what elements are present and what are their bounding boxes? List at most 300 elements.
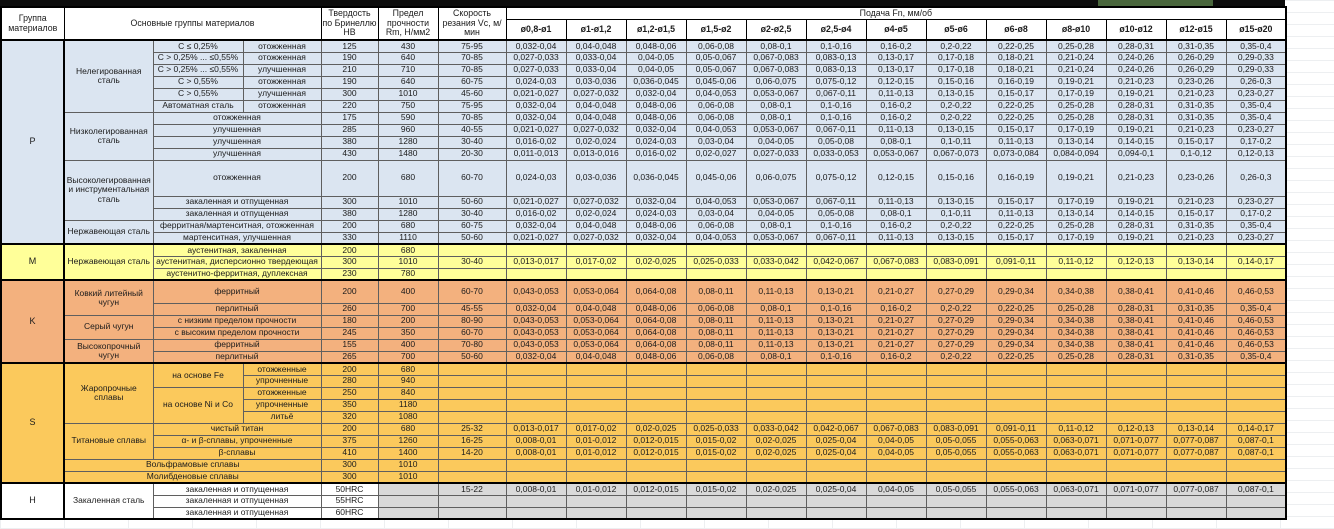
feed-cell[interactable]: 0,008-0,01 [506, 483, 566, 495]
speed-cell[interactable]: 60-70 [438, 280, 506, 303]
feed-cell[interactable]: 0,28-0,31 [1106, 303, 1166, 315]
feed-cell[interactable]: 0,021-0,027 [506, 124, 566, 136]
feed-cell[interactable] [746, 387, 806, 399]
feed-cell[interactable] [1226, 399, 1286, 411]
material-label-cell[interactable]: отожженная [243, 100, 321, 112]
hardness-cell[interactable]: 210 [321, 64, 378, 76]
speed-cell[interactable]: 30-40 [438, 208, 506, 220]
hardness-cell[interactable]: 350 [321, 399, 378, 411]
feed-cell[interactable]: 0,11-0,13 [866, 196, 926, 208]
feed-cell[interactable]: 0,11-0,13 [746, 280, 806, 303]
speed-cell[interactable]: 40-55 [438, 124, 506, 136]
feed-cell[interactable]: 0,04-0,05 [626, 52, 686, 64]
feed-cell[interactable]: 0,094-0,1 [1106, 148, 1166, 160]
feed-cell[interactable]: 0,22-0,25 [986, 40, 1046, 52]
speed-cell[interactable]: 60-70 [438, 160, 506, 196]
feed-cell[interactable]: 0,11-0,13 [746, 339, 806, 351]
feed-cell[interactable] [866, 363, 926, 375]
material-label-cell[interactable]: Высокопрочный чугун [64, 339, 153, 363]
material-label-cell[interactable]: Высоколегированная и инструментальная сталь [64, 160, 153, 220]
hardness-cell[interactable]: 50HRC [321, 483, 378, 495]
feed-cell[interactable] [986, 459, 1046, 471]
feed-cell[interactable] [926, 387, 986, 399]
feed-cell[interactable] [506, 507, 566, 519]
feed-cell[interactable]: 0,12-0,13 [1106, 423, 1166, 435]
feed-cell[interactable]: 0,071-0,077 [1106, 435, 1166, 447]
feed-cell[interactable] [926, 459, 986, 471]
feed-cell[interactable] [806, 471, 866, 483]
feed-cell[interactable]: 0,04-0,048 [566, 303, 626, 315]
hardness-cell[interactable]: 60HRC [321, 507, 378, 519]
feed-cell[interactable]: 0,18-0,21 [986, 64, 1046, 76]
feed-cell[interactable]: 0,16-0,2 [866, 303, 926, 315]
feed-cell[interactable] [1106, 399, 1166, 411]
feed-cell[interactable] [926, 375, 986, 387]
feed-cell[interactable]: 0,28-0,31 [1106, 220, 1166, 232]
feed-cell[interactable] [1106, 387, 1166, 399]
speed-cell[interactable]: 70-85 [438, 112, 506, 124]
feed-cell[interactable] [566, 495, 626, 507]
feed-cell[interactable]: 0,21-0,27 [866, 327, 926, 339]
feed-cell[interactable] [1046, 375, 1106, 387]
feed-cell[interactable]: 0,46-0,53 [1226, 327, 1286, 339]
feed-cell[interactable]: 0,016-0,02 [626, 148, 686, 160]
strength-cell[interactable]: 1280 [378, 208, 438, 220]
feed-cell[interactable]: 0,13-0,14 [1166, 256, 1226, 268]
feed-cell[interactable]: 0,21-0,23 [1106, 76, 1166, 88]
material-label-cell[interactable]: чистый титан [153, 423, 321, 435]
feed-cell[interactable]: 0,41-0,46 [1166, 327, 1226, 339]
feed-cell[interactable]: 0,27-0,29 [926, 280, 986, 303]
strength-cell[interactable]: 1010 [378, 196, 438, 208]
hardness-cell[interactable]: 55HRC [321, 495, 378, 507]
feed-cell[interactable]: 0,05-0,055 [926, 447, 986, 459]
feed-cell[interactable]: 0,033-0,042 [746, 256, 806, 268]
speed-cell[interactable]: 80-90 [438, 315, 506, 327]
hardness-cell[interactable]: 200 [321, 160, 378, 196]
feed-cell[interactable]: 0,35-0,4 [1226, 220, 1286, 232]
feed-cell[interactable] [746, 459, 806, 471]
feed-cell[interactable] [806, 495, 866, 507]
feed-cell[interactable] [686, 471, 746, 483]
feed-cell[interactable] [626, 387, 686, 399]
feed-cell[interactable]: 0,04-0,053 [686, 196, 746, 208]
feed-cell[interactable] [926, 363, 986, 375]
hardness-cell[interactable]: 320 [321, 411, 378, 423]
material-label-cell[interactable]: закаленная и отпущенная [153, 507, 321, 519]
speed-cell[interactable]: 16-25 [438, 435, 506, 447]
feed-cell[interactable]: 0,03-0,036 [566, 160, 626, 196]
feed-cell[interactable] [1046, 495, 1106, 507]
feed-cell[interactable]: 0,016-0,02 [506, 208, 566, 220]
speed-cell[interactable]: 60-70 [438, 327, 506, 339]
feed-cell[interactable]: 0,032-0,04 [506, 220, 566, 232]
hardness-cell[interactable]: 280 [321, 375, 378, 387]
feed-cell[interactable]: 0,13-0,21 [806, 315, 866, 327]
feed-cell[interactable]: 0,08-0,11 [686, 280, 746, 303]
speed-cell[interactable] [438, 471, 506, 483]
feed-cell[interactable]: 0,024-0,03 [506, 76, 566, 88]
strength-cell[interactable]: 680 [378, 244, 438, 256]
feed-col-header[interactable]: ø4-ø5 [866, 19, 926, 40]
feed-cell[interactable]: 0,08-0,1 [866, 208, 926, 220]
feed-cell[interactable] [1046, 459, 1106, 471]
feed-cell[interactable]: 0,11-0,13 [986, 208, 1046, 220]
material-label-cell[interactable]: литьё [243, 411, 321, 423]
header-speed[interactable]: Скорость резания Vc, м/мин [438, 7, 506, 40]
feed-cell[interactable]: 0,24-0,26 [1106, 64, 1166, 76]
material-label-cell[interactable]: закаленная и отпущенная [153, 495, 321, 507]
header-hardness[interactable]: Твердость по Бринеллю HB [321, 7, 378, 40]
material-label-cell[interactable]: Автоматная сталь [153, 100, 243, 112]
material-label-cell[interactable]: улучшенная [243, 64, 321, 76]
feed-cell[interactable]: 0,21-0,23 [1106, 160, 1166, 196]
feed-cell[interactable]: 0,033-0,042 [746, 423, 806, 435]
feed-cell[interactable]: 0,17-0,18 [926, 52, 986, 64]
feed-cell[interactable]: 0,12-0,15 [866, 76, 926, 88]
feed-cell[interactable]: 0,02-0,024 [566, 136, 626, 148]
feed-cell[interactable]: 0,025-0,033 [686, 423, 746, 435]
material-label-cell[interactable]: улучшенная [153, 124, 321, 136]
feed-cell[interactable]: 0,012-0,015 [626, 435, 686, 447]
feed-cell[interactable]: 0,34-0,38 [1046, 327, 1106, 339]
feed-cell[interactable] [806, 363, 866, 375]
hardness-cell[interactable]: 265 [321, 351, 378, 363]
feed-cell[interactable]: 0,033-0,04 [566, 64, 626, 76]
feed-cell[interactable]: 0,17-0,19 [1046, 88, 1106, 100]
feed-cell[interactable]: 0,021-0,027 [506, 232, 566, 244]
feed-cell[interactable]: 0,033-0,053 [806, 148, 866, 160]
feed-cell[interactable]: 0,17-0,19 [1046, 196, 1106, 208]
hardness-cell[interactable]: 250 [321, 387, 378, 399]
feed-cell[interactable] [866, 507, 926, 519]
feed-cell[interactable]: 0,027-0,032 [566, 124, 626, 136]
feed-cell[interactable]: 0,2-0,22 [926, 100, 986, 112]
feed-cell[interactable]: 0,13-0,21 [806, 339, 866, 351]
header-main-groups[interactable]: Основные группы материалов [64, 7, 321, 40]
feed-cell[interactable] [1166, 507, 1226, 519]
speed-cell[interactable]: 14-20 [438, 447, 506, 459]
feed-cell[interactable]: 0,08-0,11 [686, 327, 746, 339]
feed-cell[interactable] [926, 411, 986, 423]
feed-cell[interactable]: 0,38-0,41 [1106, 327, 1166, 339]
feed-cell[interactable]: 0,032-0,04 [626, 88, 686, 100]
feed-cell[interactable]: 0,28-0,31 [1106, 40, 1166, 52]
feed-cell[interactable] [626, 495, 686, 507]
feed-cell[interactable]: 0,055-0,063 [986, 435, 1046, 447]
feed-cell[interactable] [1166, 375, 1226, 387]
strength-cell[interactable]: 1180 [378, 399, 438, 411]
material-label-cell[interactable]: с высоким пределом прочности [153, 327, 321, 339]
strength-cell[interactable]: 1110 [378, 232, 438, 244]
group-letter-cell[interactable]: K [1, 280, 64, 363]
feed-cell[interactable] [926, 399, 986, 411]
hardness-cell[interactable]: 410 [321, 447, 378, 459]
feed-cell[interactable]: 0,12-0,15 [866, 160, 926, 196]
hardness-cell[interactable]: 260 [321, 303, 378, 315]
feed-cell[interactable]: 0,091-0,11 [986, 423, 1046, 435]
feed-cell[interactable]: 0,18-0,21 [986, 52, 1046, 64]
speed-cell[interactable]: 45-60 [438, 88, 506, 100]
hardness-cell[interactable]: 200 [321, 220, 378, 232]
strength-cell[interactable]: 680 [378, 160, 438, 196]
hardness-cell[interactable]: 300 [321, 459, 378, 471]
strength-cell[interactable] [378, 483, 438, 495]
feed-cell[interactable]: 0,024-0,03 [506, 160, 566, 196]
feed-cell[interactable]: 0,34-0,38 [1046, 339, 1106, 351]
strength-cell[interactable] [378, 507, 438, 519]
speed-cell[interactable] [438, 459, 506, 471]
feed-cell[interactable] [866, 375, 926, 387]
feed-cell[interactable]: 0,17-0,2 [1226, 208, 1286, 220]
feed-cell[interactable] [1046, 471, 1106, 483]
feed-cell[interactable]: 0,04-0,05 [866, 483, 926, 495]
feed-cell[interactable]: 0,1-0,16 [806, 220, 866, 232]
feed-cell[interactable]: 0,16-0,2 [866, 220, 926, 232]
feed-cell[interactable] [926, 471, 986, 483]
feed-cell[interactable]: 0,04-0,048 [566, 220, 626, 232]
feed-cell[interactable]: 0,22-0,25 [986, 220, 1046, 232]
feed-cell[interactable]: 0,23-0,26 [1166, 76, 1226, 88]
feed-cell[interactable]: 0,021-0,027 [506, 88, 566, 100]
feed-cell[interactable] [746, 495, 806, 507]
feed-cell[interactable]: 0,063-0,071 [1046, 483, 1106, 495]
strength-cell[interactable]: 640 [378, 52, 438, 64]
feed-cell[interactable]: 0,35-0,4 [1226, 112, 1286, 124]
feed-cell[interactable] [626, 399, 686, 411]
material-label-cell[interactable]: С > 0,55% [153, 88, 243, 100]
strength-cell[interactable]: 590 [378, 112, 438, 124]
feed-cell[interactable] [986, 399, 1046, 411]
header-feed[interactable]: Подача Fn, мм/об [506, 7, 1286, 19]
feed-cell[interactable]: 0,17-0,19 [1046, 232, 1106, 244]
feed-cell[interactable]: 0,13-0,15 [926, 124, 986, 136]
material-label-cell[interactable]: α- и β-сплавы, упрочненные [153, 435, 321, 447]
feed-cell[interactable]: 0,015-0,02 [686, 483, 746, 495]
feed-cell[interactable] [1166, 495, 1226, 507]
feed-cell[interactable] [1106, 495, 1166, 507]
strength-cell[interactable]: 680 [378, 363, 438, 375]
feed-cell[interactable]: 0,064-0,08 [626, 339, 686, 351]
strength-cell[interactable]: 1010 [378, 459, 438, 471]
feed-cell[interactable]: 0,22-0,25 [986, 112, 1046, 124]
feed-col-header[interactable]: ø6-ø8 [986, 19, 1046, 40]
feed-cell[interactable] [566, 363, 626, 375]
feed-cell[interactable]: 0,11-0,13 [866, 88, 926, 100]
feed-cell[interactable] [1166, 459, 1226, 471]
feed-cell[interactable] [806, 268, 866, 280]
feed-cell[interactable] [566, 244, 626, 256]
feed-cell[interactable]: 0,06-0,08 [686, 303, 746, 315]
feed-cell[interactable]: 0,083-0,091 [926, 423, 986, 435]
feed-cell[interactable]: 0,027-0,032 [566, 232, 626, 244]
feed-cell[interactable]: 0,22-0,25 [986, 100, 1046, 112]
feed-cell[interactable]: 0,02-0,024 [566, 208, 626, 220]
feed-cell[interactable] [686, 375, 746, 387]
feed-cell[interactable] [1106, 244, 1166, 256]
speed-cell[interactable]: 50-60 [438, 196, 506, 208]
feed-cell[interactable]: 0,08-0,1 [746, 112, 806, 124]
feed-cell[interactable]: 0,13-0,14 [1166, 423, 1226, 435]
feed-cell[interactable]: 0,012-0,015 [626, 483, 686, 495]
feed-cell[interactable]: 0,043-0,053 [506, 315, 566, 327]
feed-cell[interactable]: 0,13-0,15 [926, 232, 986, 244]
feed-cell[interactable] [866, 268, 926, 280]
strength-cell[interactable]: 840 [378, 387, 438, 399]
feed-cell[interactable]: 0,05-0,08 [806, 136, 866, 148]
feed-cell[interactable]: 0,23-0,26 [1166, 160, 1226, 196]
feed-cell[interactable]: 0,053-0,064 [566, 327, 626, 339]
feed-cell[interactable]: 0,071-0,077 [1106, 447, 1166, 459]
feed-cell[interactable]: 0,21-0,23 [1166, 196, 1226, 208]
feed-cell[interactable] [746, 375, 806, 387]
feed-cell[interactable]: 0,067-0,083 [746, 64, 806, 76]
hardness-cell[interactable]: 380 [321, 208, 378, 220]
feed-cell[interactable] [1166, 471, 1226, 483]
feed-cell[interactable]: 0,032-0,04 [506, 112, 566, 124]
feed-cell[interactable]: 0,04-0,048 [566, 40, 626, 52]
feed-cell[interactable]: 0,16-0,19 [986, 76, 1046, 88]
feed-cell[interactable]: 0,15-0,17 [1166, 136, 1226, 148]
feed-cell[interactable]: 0,021-0,027 [506, 196, 566, 208]
feed-cell[interactable]: 0,2-0,22 [926, 303, 986, 315]
speed-cell[interactable]: 70-85 [438, 52, 506, 64]
feed-cell[interactable] [1226, 495, 1286, 507]
speed-cell[interactable]: 15-22 [438, 483, 506, 495]
hardness-cell[interactable]: 190 [321, 76, 378, 88]
feed-cell[interactable] [686, 244, 746, 256]
feed-cell[interactable]: 0,21-0,23 [1166, 88, 1226, 100]
material-label-cell[interactable]: отожженная [243, 52, 321, 64]
feed-cell[interactable]: 0,025-0,033 [686, 256, 746, 268]
strength-cell[interactable]: 200 [378, 315, 438, 327]
strength-cell[interactable]: 400 [378, 339, 438, 351]
feed-cell[interactable]: 0,032-0,04 [506, 40, 566, 52]
feed-cell[interactable]: 0,024-0,03 [626, 136, 686, 148]
feed-cell[interactable]: 0,17-0,2 [1226, 136, 1286, 148]
feed-cell[interactable]: 0,063-0,071 [1046, 447, 1106, 459]
material-label-cell[interactable]: улучшенная [153, 148, 321, 160]
feed-cell[interactable]: 0,16-0,19 [986, 160, 1046, 196]
group-letter-cell[interactable]: M [1, 244, 64, 280]
material-label-cell[interactable]: упрочненные [243, 375, 321, 387]
feed-cell[interactable] [626, 459, 686, 471]
strength-cell[interactable]: 430 [378, 40, 438, 52]
feed-cell[interactable] [506, 375, 566, 387]
feed-col-header[interactable]: ø10-ø12 [1106, 19, 1166, 40]
feed-cell[interactable] [626, 244, 686, 256]
speed-cell[interactable] [438, 495, 506, 507]
feed-cell[interactable]: 0,1-0,16 [806, 303, 866, 315]
feed-cell[interactable]: 0,013-0,017 [506, 256, 566, 268]
feed-cell[interactable]: 0,042-0,067 [806, 423, 866, 435]
feed-cell[interactable]: 0,21-0,23 [1166, 232, 1226, 244]
feed-cell[interactable] [686, 411, 746, 423]
hardness-cell[interactable]: 330 [321, 232, 378, 244]
feed-cell[interactable] [626, 268, 686, 280]
feed-cell[interactable]: 0,25-0,28 [1046, 100, 1106, 112]
strength-cell[interactable]: 1010 [378, 471, 438, 483]
speed-cell[interactable] [438, 399, 506, 411]
feed-cell[interactable]: 0,05-0,067 [686, 52, 746, 64]
feed-cell[interactable]: 0,032-0,04 [506, 303, 566, 315]
feed-cell[interactable]: 0,21-0,23 [1166, 124, 1226, 136]
feed-cell[interactable]: 0,08-0,1 [746, 100, 806, 112]
feed-cell[interactable]: 0,067-0,11 [806, 88, 866, 100]
feed-cell[interactable]: 0,29-0,33 [1226, 52, 1286, 64]
material-label-cell[interactable]: Серый чугун [64, 315, 153, 339]
feed-cell[interactable]: 0,04-0,048 [566, 112, 626, 124]
hardness-cell[interactable]: 245 [321, 327, 378, 339]
feed-cell[interactable]: 0,048-0,06 [626, 220, 686, 232]
speed-cell[interactable]: 75-95 [438, 40, 506, 52]
feed-cell[interactable] [866, 387, 926, 399]
group-letter-cell[interactable]: S [1, 363, 64, 483]
feed-cell[interactable]: 0,41-0,46 [1166, 280, 1226, 303]
feed-col-header[interactable]: ø2,5-ø4 [806, 19, 866, 40]
feed-cell[interactable] [1106, 411, 1166, 423]
strength-cell[interactable]: 640 [378, 76, 438, 88]
strength-cell[interactable]: 400 [378, 280, 438, 303]
feed-cell[interactable]: 0,1-0,16 [806, 351, 866, 363]
feed-cell[interactable]: 0,22-0,25 [986, 351, 1046, 363]
feed-cell[interactable]: 0,024-0,03 [626, 208, 686, 220]
material-label-cell[interactable]: отожженная [243, 40, 321, 52]
feed-cell[interactable]: 0,04-0,05 [866, 447, 926, 459]
feed-cell[interactable]: 0,012-0,015 [626, 447, 686, 459]
material-label-cell[interactable]: отожженные [243, 363, 321, 375]
feed-cell[interactable]: 0,08-0,1 [746, 40, 806, 52]
feed-cell[interactable]: 0,015-0,02 [686, 447, 746, 459]
feed-cell[interactable]: 0,016-0,02 [506, 136, 566, 148]
feed-cell[interactable]: 0,087-0,1 [1226, 483, 1286, 495]
feed-cell[interactable]: 0,025-0,04 [806, 447, 866, 459]
feed-cell[interactable]: 0,032-0,04 [506, 100, 566, 112]
material-label-cell[interactable]: Вольфрамовые сплавы [64, 459, 321, 471]
speed-cell[interactable]: 60-75 [438, 76, 506, 88]
feed-cell[interactable]: 0,045-0,06 [686, 76, 746, 88]
feed-cell[interactable]: 0,14-0,15 [1106, 208, 1166, 220]
feed-cell[interactable]: 0,043-0,053 [506, 327, 566, 339]
feed-cell[interactable] [986, 495, 1046, 507]
feed-cell[interactable] [566, 459, 626, 471]
feed-cell[interactable]: 0,04-0,05 [866, 435, 926, 447]
feed-cell[interactable]: 0,084-0,094 [1046, 148, 1106, 160]
material-label-cell[interactable]: С > 0,25% ... ≤0,55% [153, 52, 243, 64]
feed-cell[interactable]: 0,05-0,067 [686, 64, 746, 76]
material-label-cell[interactable]: Низколегированная сталь [64, 112, 153, 160]
material-label-cell[interactable]: отожженная [243, 76, 321, 88]
strength-cell[interactable]: 1080 [378, 411, 438, 423]
feed-cell[interactable] [986, 268, 1046, 280]
feed-cell[interactable] [1226, 471, 1286, 483]
feed-cell[interactable] [1166, 387, 1226, 399]
feed-cell[interactable]: 0,14-0,15 [1106, 136, 1166, 148]
feed-cell[interactable]: 0,21-0,27 [866, 315, 926, 327]
feed-cell[interactable]: 0,025-0,04 [806, 483, 866, 495]
feed-cell[interactable]: 0,053-0,064 [566, 339, 626, 351]
feed-cell[interactable]: 0,16-0,2 [866, 112, 926, 124]
feed-cell[interactable]: 0,055-0,063 [986, 483, 1046, 495]
feed-cell[interactable]: 0,13-0,17 [866, 64, 926, 76]
feed-cell[interactable] [1226, 375, 1286, 387]
feed-cell[interactable] [986, 375, 1046, 387]
strength-cell[interactable]: 1280 [378, 136, 438, 148]
feed-cell[interactable]: 0,15-0,17 [986, 196, 1046, 208]
material-label-cell[interactable]: ферритная/мартенситная, отожженная [153, 220, 321, 232]
feed-cell[interactable] [686, 399, 746, 411]
feed-cell[interactable]: 0,27-0,29 [926, 327, 986, 339]
